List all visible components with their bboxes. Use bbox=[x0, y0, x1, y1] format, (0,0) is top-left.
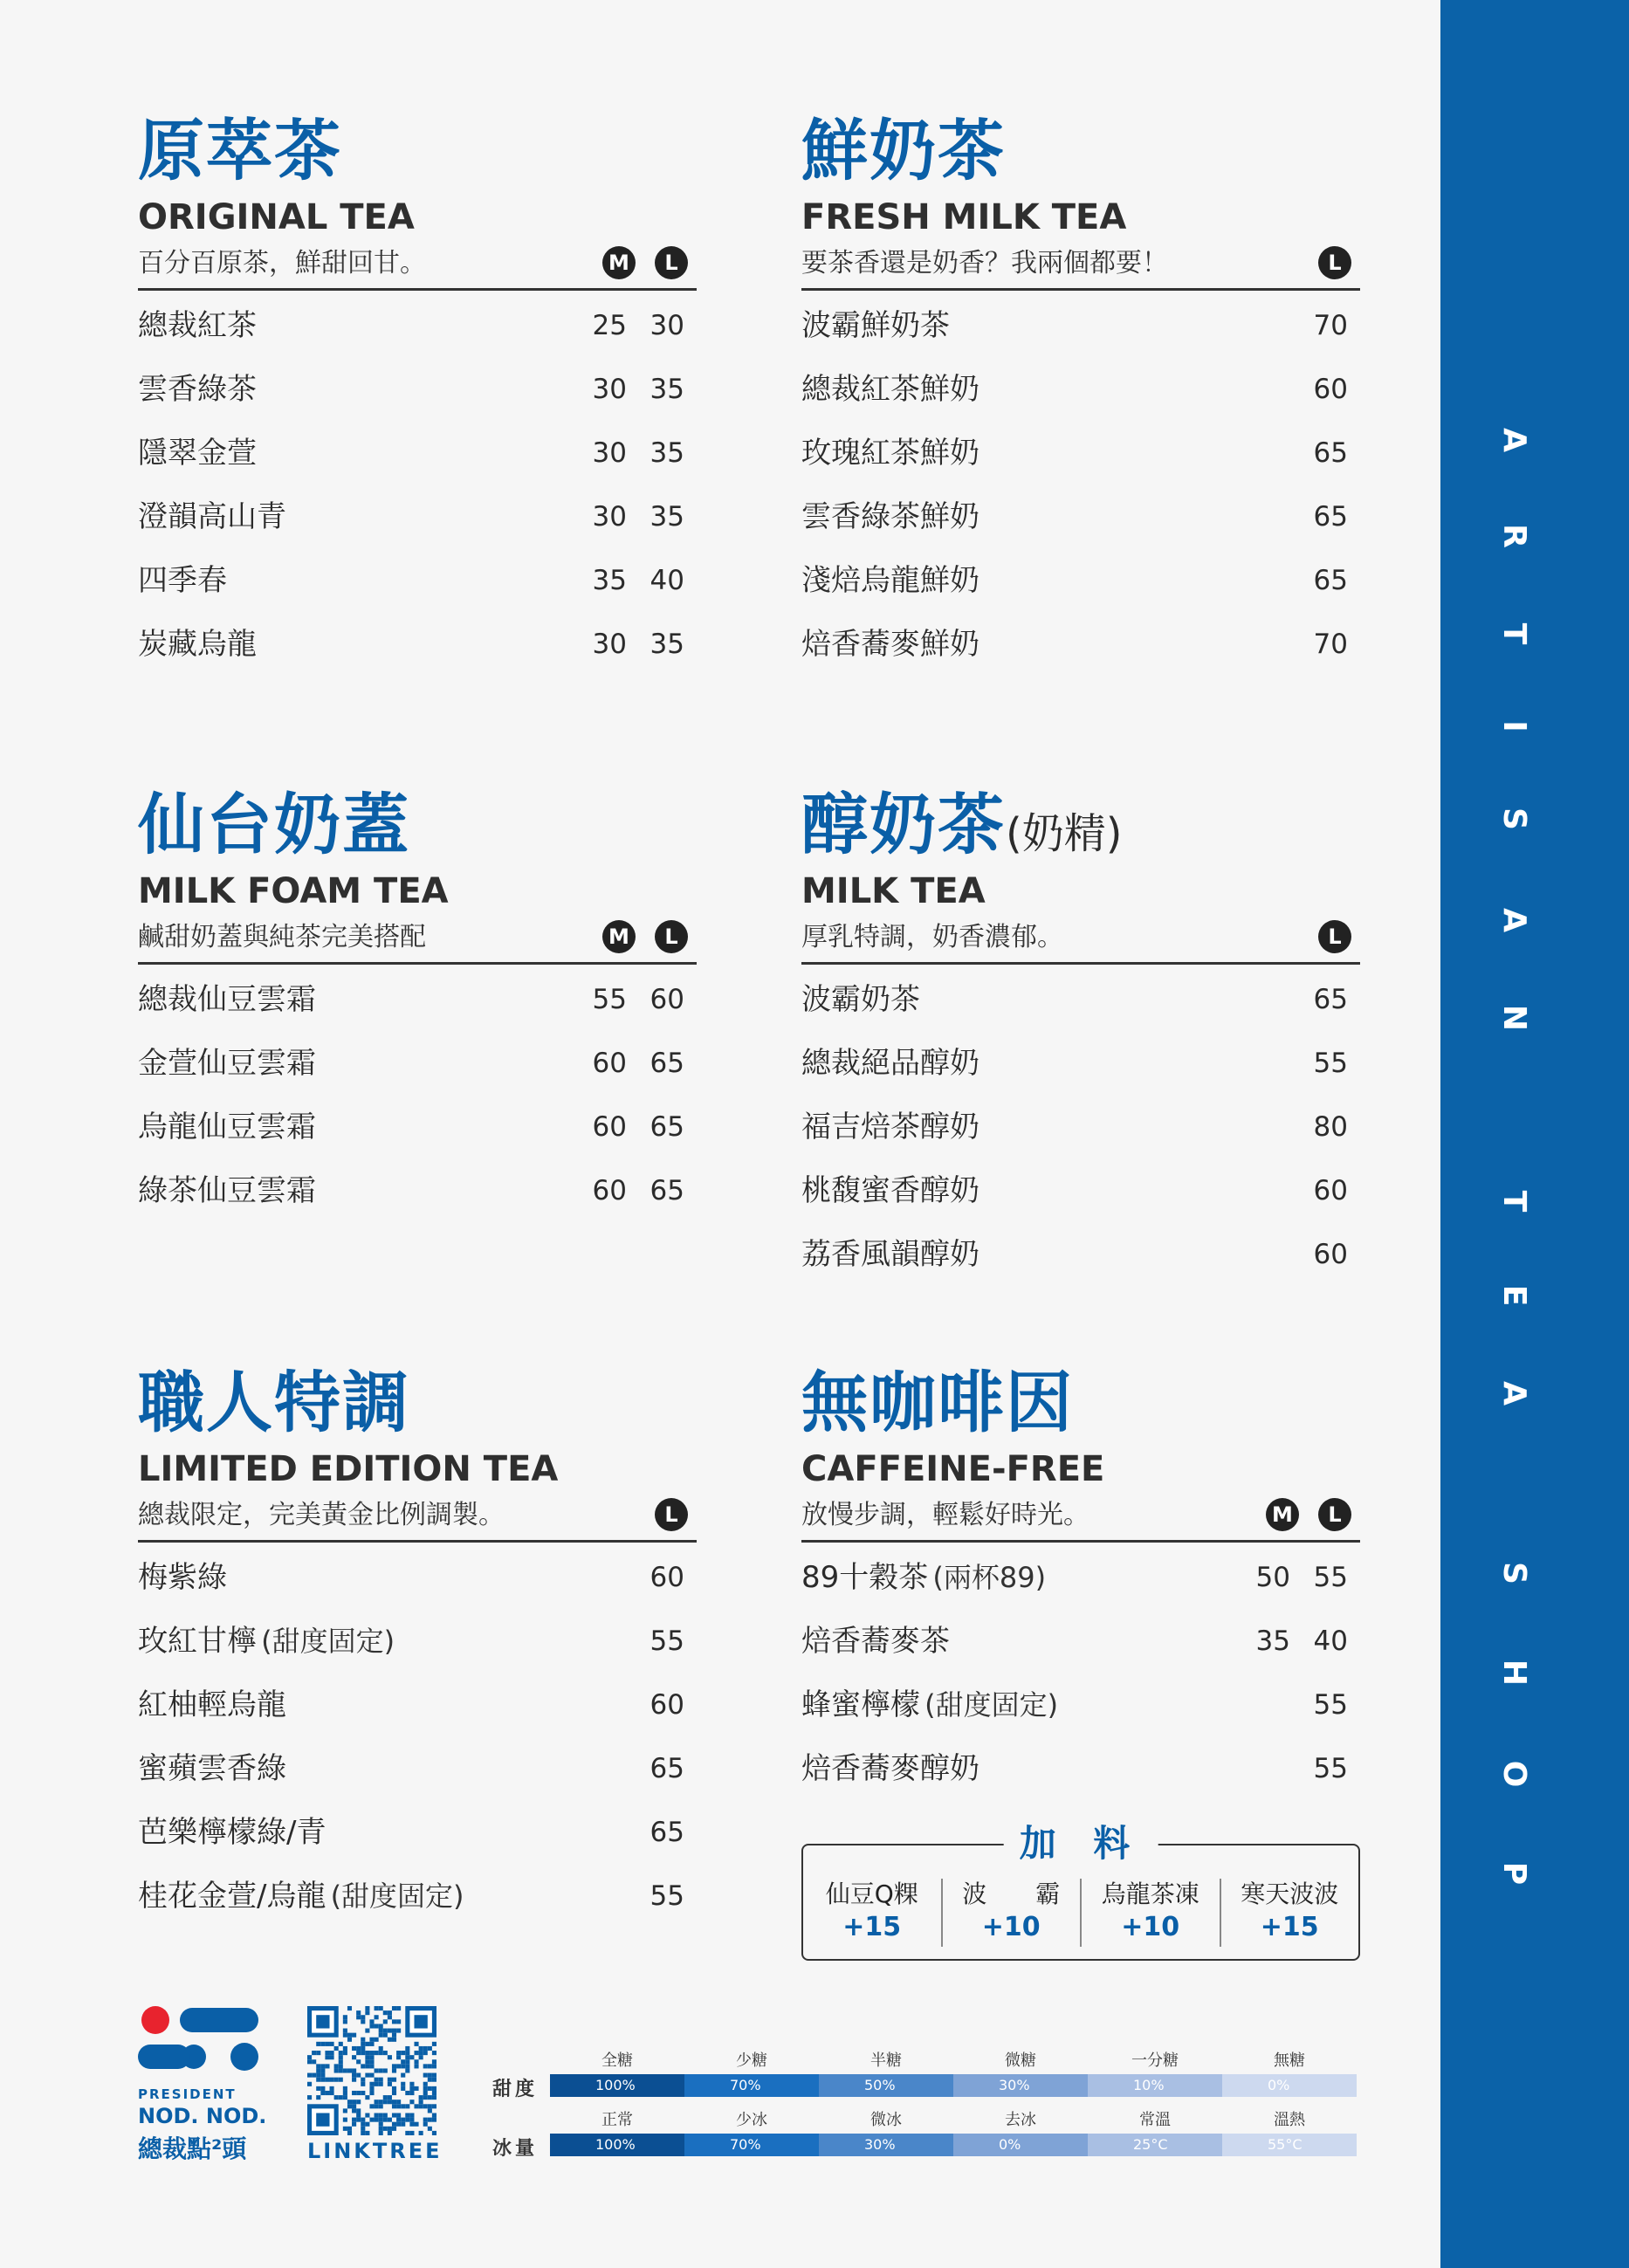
section-milk-tea bbox=[801, 786, 1360, 1292]
section-subtitle: CAFFEINE-FREE bbox=[801, 1449, 1105, 1489]
menu-item-prices bbox=[1309, 1165, 1348, 1217]
menu-item-price: 55 bbox=[1313, 1048, 1348, 1079]
menu-item bbox=[138, 363, 697, 427]
menu-item-prices bbox=[646, 1742, 684, 1795]
menu-item-price: 60 bbox=[650, 1562, 684, 1593]
menu-item-price: 70 bbox=[1313, 310, 1348, 341]
menu-item-prices bbox=[1309, 1742, 1348, 1795]
menu-item-prices bbox=[1252, 1615, 1348, 1667]
addon-name: 仙豆Q粿 bbox=[825, 1880, 918, 1908]
sweetness-level-name: 半糖 bbox=[870, 2052, 902, 2070]
menu-item-price: 55 bbox=[592, 984, 627, 1015]
menu-item-prices bbox=[1309, 1037, 1348, 1089]
menu-item-prices bbox=[1309, 1228, 1348, 1281]
section-description: 百分百原茶，鮮甜回甘。 bbox=[138, 248, 426, 278]
menu-item-name: 隱翠金萱 bbox=[138, 436, 257, 471]
menu-item-price: 65 bbox=[650, 1111, 684, 1143]
menu-item-name: 雲香綠茶鮮奶 bbox=[801, 499, 979, 534]
sidebar-letter: R bbox=[1496, 524, 1532, 548]
menu-item bbox=[138, 1101, 697, 1165]
menu-item-list bbox=[138, 299, 697, 682]
menu-item bbox=[138, 1742, 697, 1806]
sidebar-letter: N bbox=[1496, 1004, 1532, 1032]
size-badge-l: L bbox=[655, 246, 688, 279]
menu-item-name: 福吉焙茶醇奶 bbox=[801, 1110, 979, 1144]
menu-item bbox=[138, 1615, 697, 1679]
sidebar-letter: A bbox=[1496, 908, 1532, 932]
menu-item-price: 60 bbox=[592, 1048, 627, 1079]
size-badge-l: L bbox=[1318, 246, 1351, 279]
menu-item bbox=[801, 299, 1360, 363]
sidebar-letter: T bbox=[1496, 1190, 1532, 1213]
menu-item-name: 總裁紅茶 bbox=[138, 308, 257, 343]
addon-name: 波 霸 bbox=[962, 1880, 1061, 1908]
size-badge-l: L bbox=[655, 920, 688, 953]
menu-item-name: 蜜蘋雲香綠 bbox=[138, 1751, 286, 1786]
menu-item bbox=[801, 1165, 1360, 1228]
menu-item-price: 35 bbox=[1255, 1625, 1290, 1657]
section-header-row bbox=[801, 913, 1360, 965]
sweetness-names bbox=[550, 2048, 1357, 2071]
ice-level-name: 少冰 bbox=[736, 2111, 767, 2129]
section-title-text: 原萃茶 bbox=[138, 112, 342, 189]
menu-item-prices bbox=[588, 363, 684, 416]
menu-item-price: 35 bbox=[650, 501, 684, 533]
menu-item-price: 60 bbox=[1313, 1239, 1348, 1270]
section-subtitle: MILK TEA bbox=[801, 871, 986, 911]
section-original-tea bbox=[138, 112, 697, 682]
menu-item-prices bbox=[588, 427, 684, 479]
menu-item-price: 70 bbox=[1313, 629, 1348, 660]
menu-item-name: 炭藏烏龍 bbox=[138, 627, 257, 662]
menu-item-price: 60 bbox=[650, 1689, 684, 1721]
menu-item-name: 焙香蕎麥醇奶 bbox=[801, 1751, 979, 1786]
menu-item-name: 89十穀茶 bbox=[801, 1560, 929, 1595]
section-description: 要茶香還是奶香？我兩個都要！ bbox=[801, 248, 1168, 278]
ice-label: 冰量 bbox=[492, 2138, 539, 2160]
section-header-row bbox=[138, 913, 697, 965]
menu-item-name: 桂花金萱/烏龍 bbox=[138, 1879, 326, 1914]
menu-item bbox=[801, 427, 1360, 491]
ice-level-value: 55°C bbox=[1222, 2134, 1357, 2156]
section-subtitle: FRESH MILK TEA bbox=[801, 197, 1127, 237]
menu-item bbox=[801, 1615, 1360, 1679]
ice-level-value: 100% bbox=[550, 2134, 684, 2156]
menu-item-note: (甜度固定) bbox=[924, 1688, 1059, 1722]
menu-item-prices bbox=[588, 299, 684, 352]
size-badges bbox=[602, 920, 688, 953]
menu-item bbox=[801, 1101, 1360, 1165]
sweetness-level-value: 30% bbox=[953, 2074, 1088, 2097]
menu-item-price: 30 bbox=[592, 501, 627, 533]
menu-item-price: 35 bbox=[650, 374, 684, 405]
size-badge-m: M bbox=[602, 246, 636, 279]
menu-item-price: 60 bbox=[1313, 374, 1348, 405]
size-badge-l: L bbox=[655, 1498, 688, 1531]
menu-item-prices bbox=[1309, 618, 1348, 670]
menu-item-name: 總裁絕品醇奶 bbox=[801, 1046, 979, 1081]
size-badge-l: L bbox=[1318, 1498, 1351, 1531]
menu-item-list bbox=[801, 1551, 1360, 1806]
ice-level-name: 去冰 bbox=[1005, 2111, 1036, 2129]
section-description: 總裁限定，完美黃金比例調製。 bbox=[138, 1500, 505, 1530]
menu-item-prices bbox=[1309, 1679, 1348, 1731]
sidebar-letter: O bbox=[1496, 1760, 1532, 1788]
menu-item-price: 60 bbox=[592, 1175, 627, 1206]
menu-item-name: 雲香綠茶 bbox=[138, 372, 257, 407]
menu-item-price: 60 bbox=[650, 984, 684, 1015]
brand-line1: PRESIDENT bbox=[138, 2086, 237, 2102]
section-description: 厚乳特調，奶香濃郁。 bbox=[801, 922, 1063, 952]
menu-item bbox=[138, 1551, 697, 1615]
menu-item bbox=[801, 1037, 1360, 1101]
menu-item-name: 焙香蕎麥茶 bbox=[801, 1624, 950, 1659]
section-title-text: 仙台奶蓋 bbox=[138, 786, 410, 863]
section-title bbox=[138, 786, 697, 864]
sidebar-letter: T bbox=[1496, 622, 1532, 645]
menu-item-price: 65 bbox=[650, 1817, 684, 1848]
sweetness-bar bbox=[550, 2074, 1357, 2097]
sidebar-letter: I bbox=[1496, 720, 1532, 732]
menu-item-name: 玫瑰紅茶鮮奶 bbox=[801, 436, 979, 471]
size-badges bbox=[602, 246, 688, 279]
menu-item bbox=[138, 1870, 697, 1934]
qr-label: LINKTREE bbox=[307, 2139, 443, 2163]
sweetness-label: 甜度 bbox=[492, 2079, 539, 2100]
section-title bbox=[801, 786, 1360, 864]
sweetness-level-value: 0% bbox=[1222, 2074, 1357, 2097]
size-badge-l: L bbox=[1318, 920, 1351, 953]
addon-item bbox=[941, 1879, 1081, 1947]
menu-item-price: 65 bbox=[1313, 984, 1348, 1015]
sidebar bbox=[1440, 0, 1629, 2268]
section-limited-edition-tea bbox=[138, 1364, 697, 1934]
brand-line2: NOD. NOD. bbox=[138, 2104, 267, 2128]
menu-item-name: 四季春 bbox=[138, 563, 227, 598]
menu-item-prices bbox=[1309, 554, 1348, 607]
sweetness-level-value: 70% bbox=[684, 2074, 819, 2097]
menu-item-price: 60 bbox=[1313, 1175, 1348, 1206]
menu-item-price: 55 bbox=[650, 1625, 684, 1657]
menu-item-price: 65 bbox=[650, 1048, 684, 1079]
logo-dot bbox=[230, 2043, 258, 2071]
menu-item-price: 65 bbox=[1313, 501, 1348, 533]
sweetness-level-name: 少糖 bbox=[736, 2052, 767, 2070]
menu-item-name: 紅柚輕烏龍 bbox=[138, 1687, 286, 1722]
menu-item-price: 35 bbox=[650, 629, 684, 660]
sidebar-letter: S bbox=[1496, 1562, 1532, 1584]
menu-item-prices bbox=[588, 618, 684, 670]
menu-item-price: 65 bbox=[650, 1753, 684, 1784]
section-description: 鹹甜奶蓋與純茶完美搭配 bbox=[138, 922, 426, 952]
menu-item-list bbox=[138, 1551, 697, 1934]
menu-item-prices bbox=[1309, 299, 1348, 352]
menu-item-price: 40 bbox=[1313, 1625, 1348, 1657]
menu-item-prices bbox=[588, 554, 684, 607]
section-fresh-milk-tea bbox=[801, 112, 1360, 682]
menu-item-note: (兩杯89) bbox=[932, 1561, 1047, 1594]
menu-item-price: 30 bbox=[650, 310, 684, 341]
menu-item-name: 總裁仙豆雲霜 bbox=[138, 982, 316, 1017]
addons-title: 加 料 bbox=[1004, 1819, 1158, 1868]
addon-price: +15 bbox=[842, 1912, 902, 1942]
sidebar-letter: A bbox=[1496, 1381, 1532, 1405]
menu-item-name: 烏龍仙豆雲霜 bbox=[138, 1110, 316, 1144]
menu-item-name: 波霸奶茶 bbox=[801, 982, 920, 1017]
size-badge-m: M bbox=[1266, 1498, 1299, 1531]
section-title bbox=[801, 112, 1360, 190]
menu-item-price: 50 bbox=[1255, 1562, 1290, 1593]
menu-item-prices bbox=[1309, 973, 1348, 1026]
menu-item-price: 30 bbox=[592, 374, 627, 405]
ice-level-name: 正常 bbox=[601, 2111, 633, 2129]
section-title bbox=[138, 112, 697, 190]
sweetness-level-name: 微糖 bbox=[1005, 2052, 1036, 2070]
section-title bbox=[801, 1364, 1360, 1442]
menu-item-prices bbox=[588, 491, 684, 543]
menu-item bbox=[138, 491, 697, 554]
section-header-row bbox=[138, 239, 697, 291]
size-badges bbox=[1318, 920, 1351, 953]
menu-item-price: 80 bbox=[1313, 1111, 1348, 1143]
menu-item bbox=[138, 299, 697, 363]
menu-item-price: 30 bbox=[592, 437, 627, 469]
menu-item-name: 金萱仙豆雲霜 bbox=[138, 1046, 316, 1081]
section-title-text: 鮮奶茶 bbox=[801, 112, 1006, 189]
section-title-text: 無咖啡因 bbox=[801, 1364, 1074, 1441]
addon-name: 寒天波波 bbox=[1241, 1880, 1339, 1908]
menu-item-name: 玫紅甘檸 bbox=[138, 1624, 257, 1659]
sweetness-level-value: 100% bbox=[550, 2074, 684, 2097]
addon-price: +10 bbox=[1121, 1912, 1180, 1942]
menu-item-prices bbox=[646, 1870, 684, 1922]
menu-item-price: 25 bbox=[592, 310, 627, 341]
section-subtitle: LIMITED EDITION TEA bbox=[138, 1449, 559, 1489]
menu-item-price: 65 bbox=[1313, 437, 1348, 469]
menu-item-name: 焙香蕎麥鮮奶 bbox=[801, 627, 979, 662]
menu-item bbox=[801, 491, 1360, 554]
addon-item bbox=[803, 1879, 941, 1947]
menu-item-price: 55 bbox=[1313, 1689, 1348, 1721]
menu-item bbox=[138, 618, 697, 682]
menu-item-note: (甜度固定) bbox=[261, 1625, 395, 1658]
section-header-row bbox=[801, 1491, 1360, 1543]
section-title-suffix: (奶精) bbox=[1006, 809, 1123, 858]
menu-item-price: 65 bbox=[1313, 565, 1348, 596]
menu-item-prices bbox=[1309, 363, 1348, 416]
menu-item-prices bbox=[588, 1165, 684, 1217]
size-badges bbox=[1318, 246, 1351, 279]
ice-names bbox=[550, 2107, 1357, 2130]
ice-level-name: 微冰 bbox=[870, 2111, 902, 2129]
size-badges bbox=[1266, 1498, 1351, 1531]
menu-item bbox=[801, 618, 1360, 682]
menu-item-name: 芭樂檸檬綠/青 bbox=[138, 1815, 326, 1850]
sidebar-letter: E bbox=[1496, 1284, 1532, 1307]
menu-item bbox=[801, 1679, 1360, 1742]
menu-item bbox=[138, 1037, 697, 1101]
menu-item-note: (甜度固定) bbox=[330, 1880, 464, 1913]
sidebar-letter: P bbox=[1496, 1861, 1532, 1886]
menu-item-name: 綠茶仙豆雲霜 bbox=[138, 1173, 316, 1208]
addons-box bbox=[801, 1822, 1360, 1961]
addon-price: +10 bbox=[981, 1912, 1041, 1942]
menu-item-list bbox=[138, 973, 697, 1228]
menu-item-price: 55 bbox=[1313, 1562, 1348, 1593]
ice-level-name: 常溫 bbox=[1139, 2111, 1171, 2129]
menu-item-name: 荔香風韻醇奶 bbox=[801, 1237, 979, 1272]
menu-item bbox=[801, 973, 1360, 1037]
section-title-text: 職人特調 bbox=[138, 1364, 410, 1441]
menu-item-prices bbox=[646, 1551, 684, 1604]
menu-item-prices bbox=[1252, 1551, 1348, 1604]
menu-item-prices bbox=[588, 1101, 684, 1153]
section-title-text: 醇奶茶 bbox=[801, 786, 1006, 863]
menu-item-prices bbox=[646, 1615, 684, 1667]
ice-bar bbox=[550, 2134, 1357, 2156]
menu-item-prices bbox=[1309, 1101, 1348, 1153]
menu-item bbox=[801, 554, 1360, 618]
sidebar-letter: H bbox=[1496, 1659, 1532, 1687]
addon-item bbox=[1080, 1879, 1220, 1947]
ice-level-name: 溫熱 bbox=[1274, 2111, 1305, 2129]
menu-item-price: 60 bbox=[592, 1111, 627, 1143]
menu-item-name: 梅紫綠 bbox=[138, 1560, 227, 1595]
menu-item-prices bbox=[588, 1037, 684, 1089]
sidebar-letter: A bbox=[1496, 428, 1532, 452]
section-caffeine-free bbox=[801, 1364, 1360, 1806]
menu-item-name: 桃馥蜜香醇奶 bbox=[801, 1173, 979, 1208]
menu-item-name: 總裁紅茶鮮奶 bbox=[801, 372, 979, 407]
addon-item bbox=[1220, 1879, 1359, 1947]
logo-pill-top bbox=[180, 2008, 258, 2032]
menu-item-name: 波霸鮮奶茶 bbox=[801, 308, 950, 343]
section-header-row bbox=[801, 239, 1360, 291]
section-title bbox=[138, 1364, 697, 1442]
menu-item bbox=[801, 363, 1360, 427]
menu-item bbox=[801, 1228, 1360, 1292]
section-milk-foam-tea bbox=[138, 786, 697, 1228]
menu-item-price: 55 bbox=[1313, 1753, 1348, 1784]
size-badge-m: M bbox=[602, 920, 636, 953]
addon-price: +15 bbox=[1260, 1912, 1319, 1942]
menu-item bbox=[138, 1165, 697, 1228]
menu-item-prices bbox=[646, 1679, 684, 1731]
section-subtitle: ORIGINAL TEA bbox=[138, 197, 415, 237]
logo-red-dot bbox=[141, 2006, 169, 2034]
logo-pill-bottom bbox=[138, 2045, 190, 2069]
menu-item-price: 65 bbox=[650, 1175, 684, 1206]
addon-name: 烏龍茶凍 bbox=[1101, 1880, 1199, 1908]
menu-item-price: 35 bbox=[592, 565, 627, 596]
ice-level-value: 0% bbox=[953, 2134, 1088, 2156]
menu-item bbox=[138, 973, 697, 1037]
menu-item-price: 30 bbox=[592, 629, 627, 660]
sweetness-level-name: 全糖 bbox=[601, 2052, 633, 2070]
menu-item bbox=[138, 1679, 697, 1742]
section-description: 放慢步調，輕鬆好時光。 bbox=[801, 1500, 1089, 1530]
section-subtitle: MILK FOAM TEA bbox=[138, 871, 449, 911]
brand-line3: 總裁點²頭 bbox=[138, 2134, 247, 2163]
menu-item-prices bbox=[646, 1806, 684, 1859]
menu-item-name: 澄韻高山青 bbox=[138, 499, 286, 534]
menu-item-prices bbox=[1309, 491, 1348, 543]
menu-item-list bbox=[801, 299, 1360, 682]
sweetness-level-value: 10% bbox=[1088, 2074, 1222, 2097]
menu-item-prices bbox=[1309, 427, 1348, 479]
menu-item-prices bbox=[588, 973, 684, 1026]
menu-item-name: 淺焙烏龍鮮奶 bbox=[801, 563, 979, 598]
menu-item bbox=[138, 554, 697, 618]
menu-item-price: 40 bbox=[650, 565, 684, 596]
ice-level-value: 25°C bbox=[1088, 2134, 1222, 2156]
size-badges bbox=[655, 1498, 688, 1531]
menu-item-name: 蜂蜜檸檬 bbox=[801, 1687, 920, 1722]
menu-item bbox=[801, 1742, 1360, 1806]
menu-item bbox=[138, 427, 697, 491]
sidebar-letter: S bbox=[1496, 808, 1532, 830]
menu-item-list bbox=[801, 973, 1360, 1292]
section-header-row bbox=[138, 1491, 697, 1543]
sweetness-level-value: 50% bbox=[819, 2074, 953, 2097]
sweetness-level-name: 一分糖 bbox=[1131, 2052, 1179, 2070]
menu-item-price: 55 bbox=[650, 1880, 684, 1912]
linktree-qr-code[interactable] bbox=[307, 2006, 436, 2135]
menu-item-price: 35 bbox=[650, 437, 684, 469]
sweetness-level-name: 無糖 bbox=[1274, 2052, 1305, 2070]
menu-item bbox=[801, 1551, 1360, 1615]
ice-level-value: 30% bbox=[819, 2134, 953, 2156]
menu-item bbox=[138, 1806, 697, 1870]
ice-level-value: 70% bbox=[684, 2134, 819, 2156]
